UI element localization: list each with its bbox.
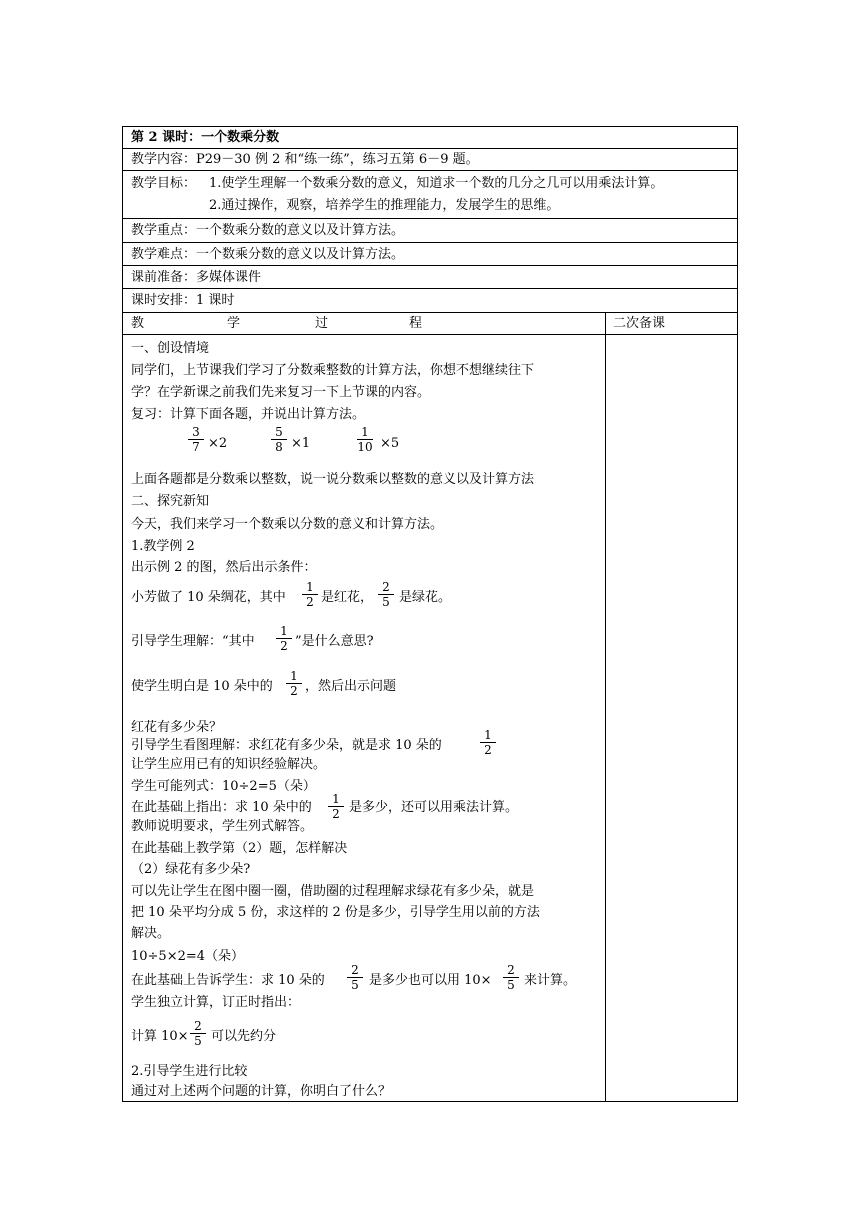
- body-line: 学生可能列式：10÷2=5（朵）: [131, 779, 316, 794]
- process-char-2: 学: [227, 316, 241, 331]
- content-row: [123, 149, 737, 171]
- preparation: 课前准备：多媒体课件: [131, 270, 262, 285]
- key-point-row: [123, 219, 737, 243]
- body-line: 2.引导学生进行比较: [131, 1064, 248, 1079]
- body-line: 1.教学例 2: [131, 539, 195, 554]
- numerator: 1: [276, 624, 292, 639]
- body-line: 解决。: [131, 926, 171, 941]
- denominator: 10: [357, 440, 373, 454]
- schedule: 课时安排：1 课时: [131, 293, 235, 308]
- fraction-2-5: [347, 963, 363, 992]
- denominator: 2: [306, 595, 314, 609]
- numerator: 2: [503, 963, 519, 978]
- goals-label: 教学目标：: [131, 176, 197, 191]
- body-line: 让学生应用已有的知识经验解决。: [131, 757, 327, 772]
- denominator: 2: [280, 639, 288, 653]
- lesson-plan-table: [122, 126, 738, 1102]
- body-line: 同学们，上节课我们学习了分数乘整数的计算方法，你想不想继续往下: [131, 363, 535, 378]
- body-text: 是多少，还可以用乘法计算。: [349, 800, 519, 815]
- body-line: 使学生明白是 10 朵中的: [131, 679, 273, 694]
- numerator: 1: [286, 669, 302, 684]
- body-text: ，然后出示问题: [305, 679, 397, 694]
- body-line: 一、创设情境: [131, 341, 210, 356]
- body-line: 引导学生看图理解：求红花有多少朵，就是求 10 朵的: [131, 738, 442, 753]
- fraction-5-8: [271, 425, 287, 454]
- body-line: 把 10 朵平均分成 5 份，求这样的 2 份是多少，引导学生用以前的方法: [131, 905, 540, 920]
- body-text: 是多少也可以用 10×: [369, 973, 492, 988]
- fraction-1-2: [302, 580, 318, 609]
- body-line: 红花有多少朵？: [131, 720, 223, 735]
- numerator: 2: [190, 1019, 206, 1034]
- fraction-1-2: [328, 792, 344, 821]
- body-text: 是绿花。: [399, 590, 452, 605]
- numerator: 1: [328, 792, 344, 807]
- denominator: 5: [351, 978, 359, 992]
- body-line: 上面各题都是分数乘以整数，说一说分数乘以整数的意义以及计算方法: [131, 472, 535, 487]
- lesson-title: 第 2 课时：一个数乘分数: [131, 130, 280, 145]
- denominator: 5: [507, 978, 515, 992]
- fraction-2-5: [378, 580, 394, 609]
- fraction-1-2: [276, 624, 292, 653]
- difficulty: 教学难点：一个数乘分数的意义以及计算方法。: [131, 247, 405, 262]
- teaching-content: 教学内容：P29－30 例 2 和“练一练”，练习五第 6－9 题。: [131, 152, 479, 167]
- body-line: 在此基础上告诉学生：求 10 朵的: [131, 973, 325, 988]
- body-line: 学？在学新课之前我们先来复习一下上节课的内容。: [131, 385, 431, 400]
- goal-2: 2.通过操作，观察，培养学生的推理能力，发展学生的思维。: [209, 198, 560, 213]
- denominator: 2: [290, 684, 298, 698]
- denominator: 5: [382, 595, 390, 609]
- fraction-2-5: [190, 1019, 206, 1048]
- key-point: 教学重点：一个数乘分数的意义以及计算方法。: [131, 223, 405, 238]
- fraction-1-10: [357, 425, 373, 454]
- operator: ×1: [291, 436, 311, 451]
- body-line: 在此基础上指出：求 10 朵中的: [131, 800, 312, 815]
- body-line: 可以先让学生在图中圈一圈，借助圈的过程理解求绿花有多少朵，就是: [131, 884, 535, 899]
- numerator: 2: [378, 580, 394, 595]
- preparation-row: [123, 266, 737, 289]
- body-text: 可以先约分: [211, 1029, 277, 1044]
- body-text: 是红花，: [321, 590, 374, 605]
- body-line: 计算 10×: [131, 1029, 189, 1044]
- fraction-3-7: [188, 425, 204, 454]
- goal-1: 1.使学生理解一个数乘分数的意义，知道求一个数的几分之几可以用乘法计算。: [209, 176, 664, 191]
- schedule-row: [123, 289, 737, 313]
- numerator: 2: [347, 963, 363, 978]
- column-divider: [605, 313, 606, 1101]
- body-line: 通过对上述两个问题的计算，你明白了什么？: [131, 1084, 392, 1099]
- body-line: 今天，我们来学习一个数乘以分数的意义和计算方法。: [131, 517, 444, 532]
- body-line: 引导学生理解：“其中: [131, 634, 255, 649]
- body-line: 小芳做了 10 朵绸花，其中: [131, 590, 286, 605]
- fraction-2-5: [503, 963, 519, 992]
- process-header-row: [123, 313, 737, 335]
- denominator: 2: [332, 807, 340, 821]
- fraction-1-2: [480, 728, 496, 757]
- body-line: 教师说明要求，学生列式解答。: [131, 819, 314, 834]
- body-line: 出示例 2 的图，然后出示条件：: [131, 560, 317, 575]
- body-line: 复习：计算下面各题，并说出计算方法。: [131, 407, 366, 422]
- denominator: 5: [194, 1034, 202, 1048]
- body-line: 在此基础上教学第（2）题，怎样解决: [131, 841, 348, 856]
- fraction-1-2: [286, 669, 302, 698]
- numerator: 1: [480, 728, 496, 743]
- process-char-3: 过: [315, 316, 329, 331]
- goals-row: [123, 171, 737, 219]
- numerator: 1: [357, 425, 373, 440]
- process-char-1: 教: [131, 316, 145, 331]
- denominator: 8: [275, 440, 283, 454]
- numerator: 1: [302, 580, 318, 595]
- denominator: 2: [484, 743, 492, 757]
- body-line: 学生独立计算，订正时指出：: [131, 995, 301, 1010]
- operator: ×2: [208, 436, 228, 451]
- numerator: 3: [188, 425, 204, 440]
- numerator: 5: [271, 425, 287, 440]
- process-char-4: 程: [409, 316, 423, 331]
- body-text: ”是什么意思?: [295, 634, 374, 649]
- denominator: 7: [192, 440, 200, 454]
- title-row: [123, 127, 737, 149]
- side-notes-header: 二次备课: [613, 316, 666, 331]
- body-line: 10÷5×2=4（朵）: [131, 949, 245, 964]
- difficulty-row: [123, 243, 737, 266]
- body-line: （2）绿花有多少朵?: [131, 862, 251, 877]
- operator: ×5: [380, 436, 400, 451]
- body-text: 来计算。: [524, 973, 577, 988]
- body-line: 二、探究新知: [131, 494, 210, 509]
